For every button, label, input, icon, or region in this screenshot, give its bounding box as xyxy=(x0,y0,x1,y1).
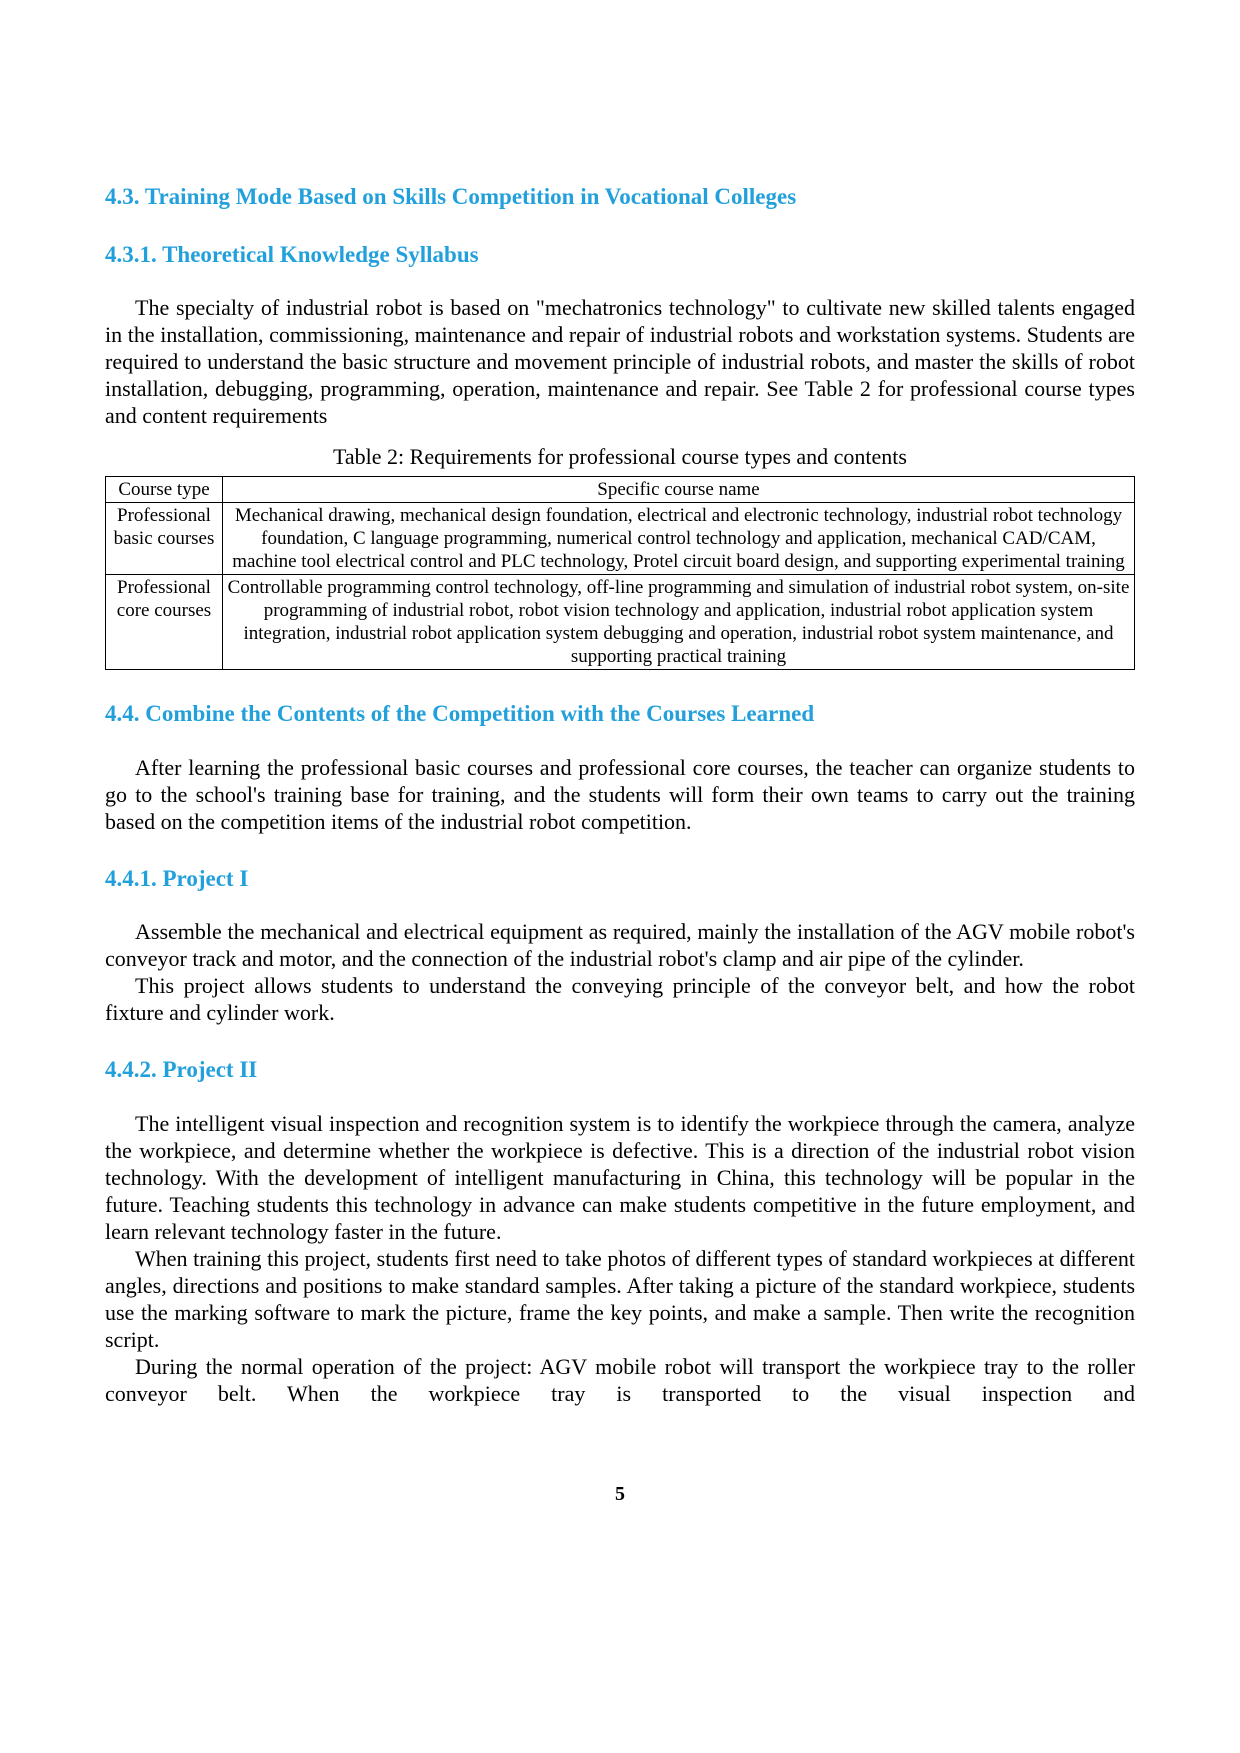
course-type-cell: Professional basic courses xyxy=(106,503,223,575)
course-name-cell: Controllable programming control technology, off-line programming and simulation of industrial robot system, on-site programming of industrial robot, robot vision technology and application, industrial robot application system integration, industrial robot application system debugging and operation, industrial robot system maintenance, and supporting practical training xyxy=(223,575,1135,670)
page-number: 5 xyxy=(615,1483,625,1505)
course-name-cell: Mechanical drawing, mechanical design foundation, electrical and electronic technology, industrial robot technology foundation, C language programming, numerical control technology and application, mechanical CAD/CAM, machine tool electrical control and PLC technology, Protel circuit board design, and supporting experimental training xyxy=(223,503,1135,575)
subsection-heading-4-4-1: 4.4.1. Project I xyxy=(105,865,249,891)
subsection-heading-4-3-1: 4.3.1. Theoretical Knowledge Syllabus xyxy=(105,241,479,267)
subsection-heading-4-4-2: 4.4.2. Project II xyxy=(105,1057,258,1083)
section-heading-4-4: 4.4. Combine the Contents of the Competition with the Courses Learned xyxy=(105,701,815,727)
table-caption: Table 2: Requirements for professional course types and contents xyxy=(333,444,907,470)
column-header-course-type: Course type xyxy=(106,477,223,503)
paragraph-project1-assemble: Assemble the mechanical and electrical equipment as required, mainly the installation of the AGV mobile robot's conveyor track and motor, and the connection of the industrial robot's clamp and air pipe of the cylinder. xyxy=(105,919,1135,972)
paragraph-project2-training: When training this project, students first need to take photos of different types of standard workpieces at different angles, directions and positions to make standard samples. After taking a picture of the standard workpiece, students use the marking software to mark the picture, frame the key points, and make a sample. Then write the recognition script. xyxy=(105,1245,1135,1352)
table-row xyxy=(106,503,1135,575)
paragraph-specialty: The specialty of industrial robot is based on "mechatronics technology" to cultivate new skilled talents engaged in the installation, commissioning, maintenance and repair of industrial robots and workstation systems. Students are required to understand the basic structure and movement principle of industrial robots, and master the skills of robot installation, debugging, programming, operation, maintenance and repair. See Table 2 for professional course types and content requirements xyxy=(105,295,1135,429)
paragraph-project2-visual-system: The intelligent visual inspection and recognition system is to identify the workpiece through the camera, analyze the workpiece, and determine whether the workpiece is defective. This is a direction of the industrial robot vision technology. With the development of intelligent manufacturing in China, this technology will be popular in the future. Teaching students this technology in advance can make students competitive in the future employment, and learn relevant technology faster in the future. xyxy=(105,1110,1135,1244)
course-type-cell: Professional core courses xyxy=(106,575,223,670)
table-row xyxy=(106,575,1135,670)
column-header-specific-course-name: Specific course name xyxy=(223,477,1135,503)
section-heading-4-3: 4.3. Training Mode Based on Skills Competition in Vocational Colleges xyxy=(105,184,797,209)
course-requirements-table xyxy=(105,476,1135,670)
paragraph-project1-understanding: This project allows students to understand the conveying principle of the conveyor belt, and how the robot fixture and cylinder work. xyxy=(105,973,1135,1026)
table-header-row xyxy=(106,477,1135,503)
paragraph-project2-operation: During the normal operation of the project: AGV mobile robot will transport the workpiece tray to the roller conveyor belt. When the workpiece tray is transported to the visual inspection and xyxy=(105,1353,1135,1406)
paragraph-combine-contents: After learning the professional basic courses and professional core courses, the teacher can organize students to go to the school's training base for training, and the students will form their own teams to carry out the training based on the competition items of the industrial robot competition. xyxy=(105,754,1135,834)
